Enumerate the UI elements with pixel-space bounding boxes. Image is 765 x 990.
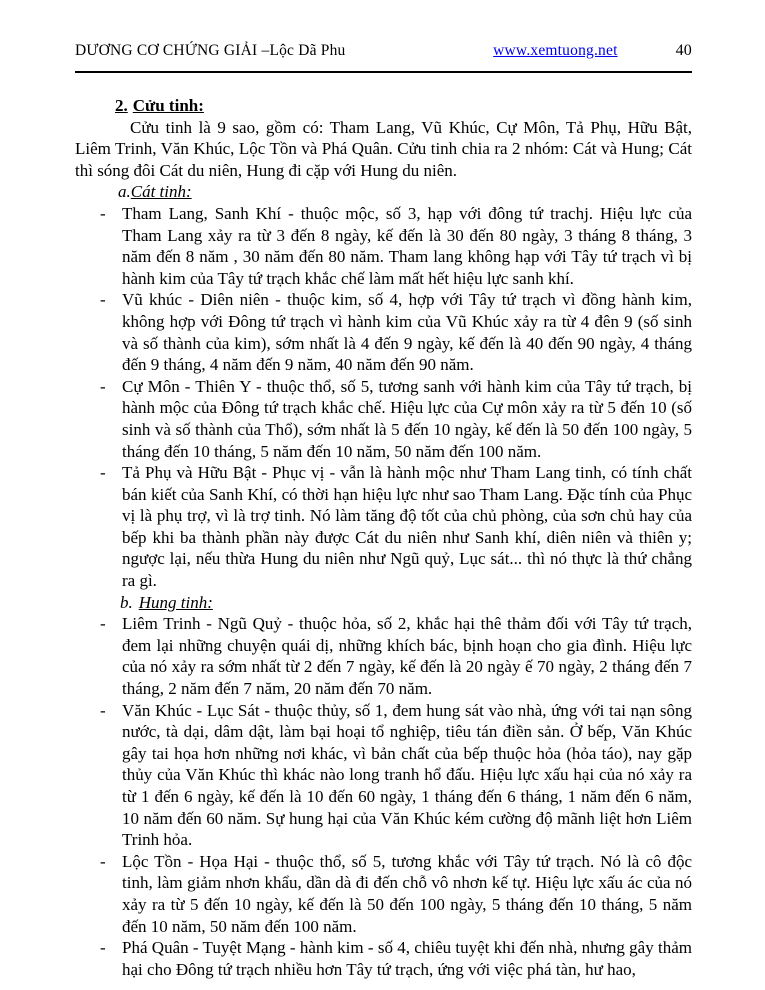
list-item <box>75 462 692 592</box>
subsection-a-heading <box>118 181 692 203</box>
hung-tinh-list <box>75 613 692 980</box>
subsection-a-title: Cát tinh: <box>130 182 192 202</box>
bullet-dash: - <box>100 463 106 483</box>
list-item <box>75 289 692 375</box>
list-item-text: Lộc Tồn - Họa Hại - thuộc thổ, số 5, tương khắc với Tây tứ trạch. Nó là cô độc tinh, làm giảm nhơn khẩu, dần dà đi đến chỗ vô nhơn kế tự. Hiệu lực xấu ác của nó xảy ra từ 5 đến 10 ngày, kế đến là 50 đến 100 ngày, 5 tháng đến 10 tháng, 5 năm đến 10 năm, 50 năm đến 100 năm. <box>122 851 692 936</box>
list-item-text: Phá Quân - Tuyệt Mạng - hành kim - số 4, chiêu tuyệt khi đến nhà, nhưng gây thảm hại cho Đông tứ trạch nhiều hơn Tây tứ trạch, ứng với việc phá tàn, hư hao, <box>122 938 692 979</box>
list-item <box>75 203 692 289</box>
bullet-dash: - <box>100 376 106 396</box>
list-item <box>75 613 692 699</box>
subsection-b-title: Hung tinh: <box>138 592 213 612</box>
list-item-text: Cự Môn - Thiên Y - thuộc thổ, số 5, tương sanh với hành kim của Tây tứ trạch, bị hành mộc của Đông tứ trạch khắc chế. Hiệu lực của Cự môn xảy ra từ 5 đến 10 (số sinh và số thành của Thổ), sớm nhất là 5 đến 10 ngày, kế đến là 50 đến 100 ngày, 5 tháng đến 10 tháng, 5 năm đến 10 năm, 50 năm đến 100 năm. <box>122 376 692 461</box>
section-number: 2. <box>115 96 128 115</box>
bullet-dash: - <box>100 614 106 634</box>
page-header <box>75 42 692 60</box>
section-heading <box>115 95 692 117</box>
list-item-text: Tham Lang, Sanh Khí - thuộc mộc, số 3, hạp với đông tứ trachj. Hiệu lực của Tham Lang xảy ra từ 3 đến 8 ngày, kế đến là 30 đến 80 ngày, 3 tháng 8 tháng, 3 năm đến 8 năm , 30 năm đến 80 năm. Tham lang không hạp với Tây tứ trạch vì bị hành kim của Tây tứ trạch khắc chế làm mất hết hiệu lực sanh khí. <box>122 203 692 288</box>
header-divider <box>75 71 692 73</box>
list-item <box>75 700 692 851</box>
list-item <box>75 937 692 980</box>
bullet-dash: - <box>100 851 106 871</box>
website-link[interactable]: www.xemtuong.net <box>493 42 618 59</box>
page-number: 40 <box>675 42 692 59</box>
bullet-dash: - <box>100 203 106 223</box>
document-title: DƯƠNG CƠ CHỨNG GIẢI –Lộc Dã Phu <box>75 42 346 59</box>
list-item-text: Liêm Trinh - Ngũ Quỷ - thuộc hỏa, số 2, khắc hại thê thảm đối với Tây tứ trạch, đem lại những chuyện quái dị, những khích bác, bịnh hoạn cho gia đình. Hiệu lực của nó xảy ra sớm nhất từ 2 đến 7 ngày, kế đến là 20 ngày ế 70 ngày, 2 tháng đến 7 tháng, 2 năm đến 7 năm, 20 năm đến 70 năm. <box>122 614 692 699</box>
bullet-dash: - <box>100 700 106 720</box>
list-item-text: Vũ khúc - Diên niên - thuộc kim, số 4, hợp với Tây tứ trạch vì đồng hành kim, không hợp với Đông tứ trạch vì hành kim của Vũ Khúc xảy ra từ 4 đên 9 (số sinh và số thành của kim), sớm nhất là 4 đến 9 ngày, kế đến là 40 đến 90 ngày, 4 tháng đến 9 tháng, 4 năm đến 9 năm, 40 năm đến 90 năm. <box>122 290 692 375</box>
list-item-text: Văn Khúc - Lục Sát - thuộc thủy, số 1, đem hung sát vào nhà, ứng với tai nạn sông nước, tà dại, dâm dật, làm bại hoại tổ nghiệp, tiêu tán điền sản. Ở bếp, Văn Khúc gây tai họa hơn những nơi khác, vì bản chất của bếp thuộc hỏa (hỏa táo), nay gặp thủy của Văn Khúc thì khác nào long tranh hổ đấu. Hiệu lực xấu hại của nó xảy ra từ 1 đến 6 ngày, kế đến là 10 đến 60 ngày, 1 tháng đến 6 tháng, 1 năm đến 6 năm, 10 năm đến 60 năm. Sự hung hại của Văn Khúc kém cường độ mãnh liệt hơn Liêm Trinh hỏa. <box>122 700 692 850</box>
intro-paragraph: Cửu tinh là 9 sao, gồm có: Tham Lang, Vũ Khúc, Cự Môn, Tả Phụ, Hữu Bật, Liêm Trinh, Văn Khúc, Lộc Tồn và Phá Quân. Cửu tinh chia ra 2 nhóm: Cát và Hung; Cát thì sóng đôi Cát du niên, Hung đi cặp với Hung du niên. <box>75 117 692 180</box>
cat-tinh-list <box>75 203 692 592</box>
subsection-b-heading <box>120 592 692 614</box>
document-body <box>75 95 692 980</box>
bullet-dash: - <box>100 938 106 958</box>
list-item-text: Tả Phụ và Hữu Bật - Phục vị - vẫn là hành mộc như Tham Lang tinh, có tính chất bán kiết của Sanh Khí, có thời hạn hiệu lực như sao Tham Lang. Đặc tính của Phục vị là phụ trợ, vì là trợ tinh. Nó làm tăng độ tốt của chủ phòng, của sơn chủ hay của bếp khi ba thành phần này được Cát du niên như Sanh khí, diên niên và thiên y; ngược lại, nếu thừa Hung du niên như Ngũ quỷ, Lục sát... thì nó thực là thứ chẳng ra gì. <box>122 463 692 591</box>
section-title: Cửu tinh: <box>132 96 204 115</box>
list-item <box>75 851 692 937</box>
bullet-dash: - <box>100 290 106 310</box>
subsection-a-prefix: a. <box>118 182 131 202</box>
subsection-b-prefix: b. <box>120 592 133 612</box>
list-item <box>75 376 692 462</box>
